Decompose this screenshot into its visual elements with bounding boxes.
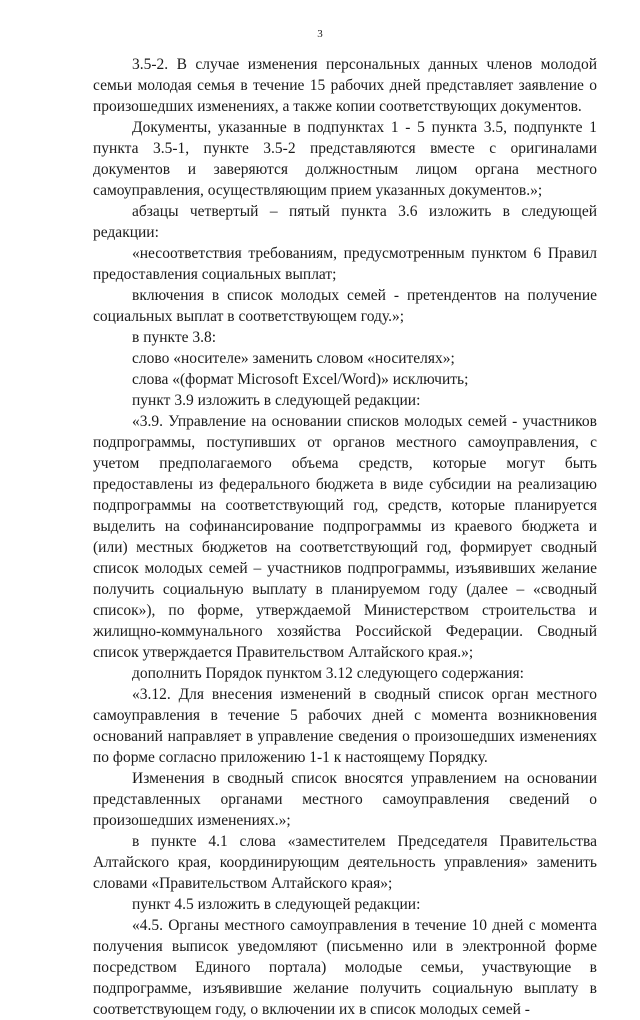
paragraph-amend-4-5: пункт 4.5 изложить в следующей редакции: — [132, 896, 421, 913]
paragraph-amend-3-6: абзацы четвертый – пятый пункта 3.6 изложить в следующей редакции: — [93, 203, 597, 241]
paragraph-in-3-8: в пункте 3.8: — [132, 329, 217, 346]
paragraph-quote-3-12: «3.12. Для внесения изменений в сводный список орган местного самоуправления в течение 5 рабочих дней с момента возникновения оснований направляет в управление сведения о произошедших изменениях по форме согласно приложению 1-1 к настоящему Порядку. — [93, 686, 597, 766]
paragraph-amend-3-9: пункт 3.9 изложить в следующей редакции: — [132, 392, 421, 409]
paragraph-quote-4-5: «4.5. Органы местного самоуправления в течение 10 дней с момента получения выписок уведомляют (письменно или в электронной форме посредством Единого портала) молодые семьи, участвующие в подпрограмме, изъявившие желание получить социальную выплату в соответствующем году, о включении их в список молодых семей - — [93, 917, 597, 1018]
paragraph-documents-certification: Документы, указанные в подпунктах 1 - 5 пункта 3.5, подпункте 1 пункта 3.5-1, пункте 3.5-2 представляются вместе с оригиналами документов и заверяются должностным лицом органа местного самоуправления, осуществляющим прием указанных документов.»; — [93, 119, 597, 199]
paragraph-quote-3-9: «3.9. Управление на основании списков молодых семей - участников подпрограммы, поступивших от органов местного самоуправления, с учетом предполагаемого объема средств, которые могут быть предоставлены из федерального бюджета в виде субсидии на реализацию подпрограммы на соответствующий год, средств, которые планируется выделить на софинансирование подпрограммы из краевого бюджета и (или) местных бюджетов на соответствующий год, формирует сводный список молодых семей – участников подпрограммы, изъявивших желание получить социальную выплату в планируемом году (далее – «сводный список»), по форме, утверждаемой Министерством строительства и жилищно-коммунального хозяйства Российской Федерации. Сводный список утверждается Правительством Алтайского края.»; — [93, 413, 597, 661]
paragraph-changes-list: Изменения в сводный список вносятся управлением на основании представленных органами местного самоуправления сведений о произошедших изменениях.»; — [93, 770, 597, 829]
paragraph-exclude-format: слова «(формат Microsoft Excel/Word)» исключить; — [132, 371, 469, 388]
paragraph-quote-inclusion: включения в список молодых семей - претендентов на получение социальных выплат в соответствующем году.»; — [93, 287, 597, 325]
page-number: 3 — [317, 28, 323, 40]
paragraph-replace-word: слово «носителе» заменить словом «носителях»; — [132, 350, 455, 367]
paragraph-quote-nonconformity: «несоответствия требованиям, предусмотренным пунктом 6 Правил предоставления социальных выплат; — [93, 245, 597, 283]
paragraph-in-4-1: в пункте 4.1 слова «заместителем Председателя Правительства Алтайского края, координирующим деятельность управления» заменить словами «Правительством Алтайского края»; — [93, 833, 597, 892]
paragraph-3-5-2: 3.5-2. В случае изменения персональных данных членов молодой семьи молодая семья в течение 15 рабочих дней представляет заявление о произошедших изменениях, а также копии соответствующих документов. — [93, 56, 597, 115]
document-body — [93, 54, 597, 1020]
paragraph-add-3-12: дополнить Порядок пунктом 3.12 следующего содержания: — [132, 665, 524, 682]
